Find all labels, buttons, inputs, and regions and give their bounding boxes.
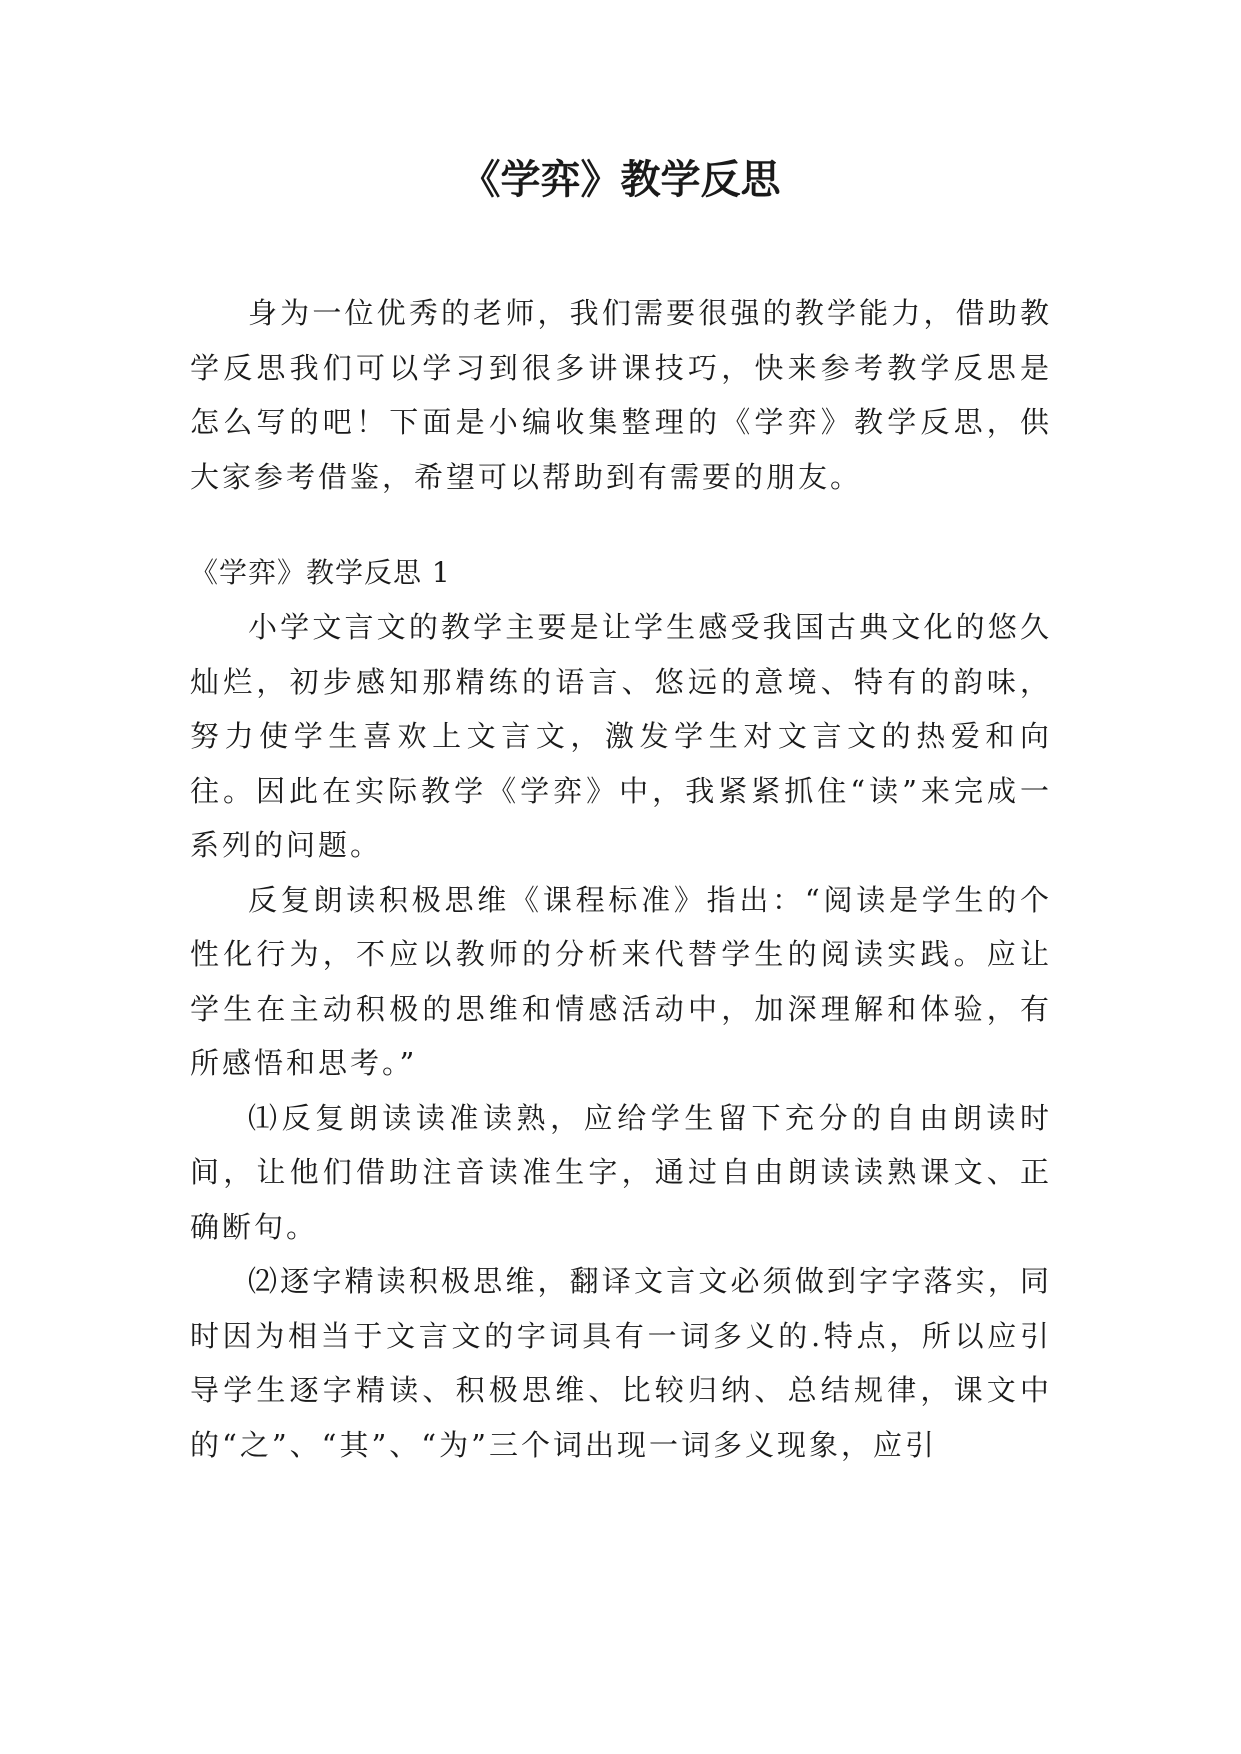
intro-paragraph: 身为一位优秀的老师，我们需要很强的教学能力，借助教学反思我们可以学习到很多讲课技巧，快来参考教学反思是怎么写的吧！下面是小编收集整理的《学弈》教学反思，供大家参考借鉴，希望可以帮助到有需要的朋友。 [190, 296, 1052, 494]
body-paragraph-4: ⑵逐字精读积极思维，翻译文言文必须做到字字落实，同时因为相当于文言文的字词具有一词多义的.特点，所以应引导学生逐字精读、积极思维、比较归纳、总结规律，课文中的“之”、“其”、“为”三个词出现一词多义现象，应引 [190, 1264, 1052, 1462]
document-body [190, 286, 1052, 1472]
body-paragraph-3: ⑴反复朗读读准读熟，应给学生留下充分的自由朗读时间，让他们借助注音读准生字，通过自由朗读读熟课文、正确断句。 [190, 1100, 1052, 1244]
section-heading: 《学弈》教学反思 1 [190, 556, 451, 589]
document-title: 《学弈》教学反思 [460, 157, 781, 203]
body-paragraph-2: 反复朗读积极思维《课程标准》指出：“阅读是学生的个性化行为，不应以教师的分析来代替学生的阅读实践。应让学生在主动积极的思维和情感活动中，加深理解和体验，有所感悟和思考。” [190, 882, 1052, 1080]
body-paragraph-1: 小学文言文的教学主要是让学生感受我国古典文化的悠久灿烂，初步感知那精练的语言、悠远的意境、特有的韵味，努力使学生喜欢上文言文，激发学生对文言文的热爱和向往。因此在实际教学《学弈》中，我紧紧抓住“读”来完成一系列的问题。 [190, 610, 1052, 862]
